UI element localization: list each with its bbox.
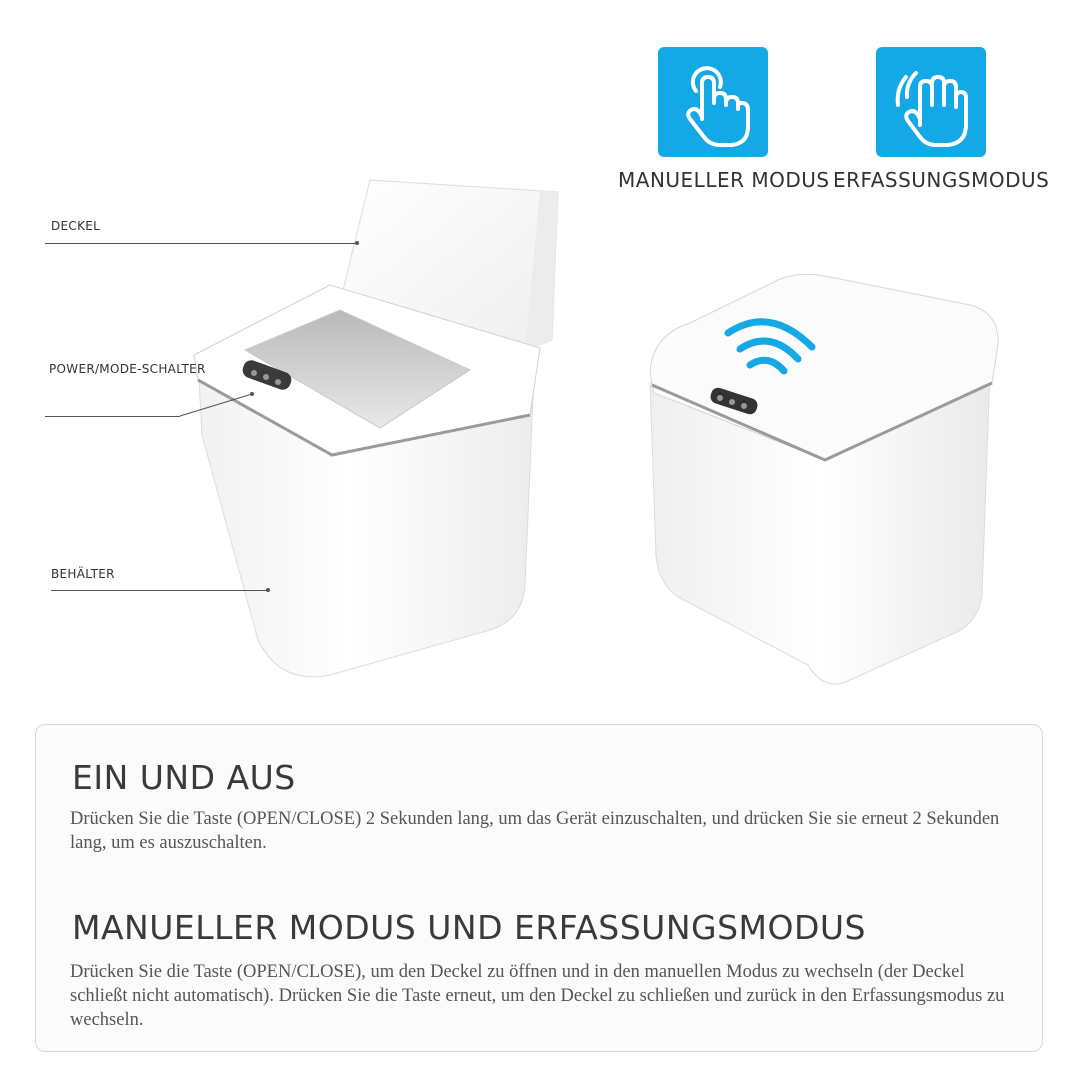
closed-trash-bin-image bbox=[640, 265, 1010, 695]
callout-power-switch-label: POWER/MODE-SCHALTER bbox=[49, 362, 206, 376]
callout-lid-label: DECKEL bbox=[51, 219, 101, 233]
section-text-modes: Drücken Sie die Taste (OPEN/CLOSE), um den Deckel zu öffnen und in den manuellen Modus zu wechseln (der Deckel schließt nicht automatisch). Drücken Sie die Taste erneut, um den Deckel zu schließen und zurück in den Erfassungsmodus zu wechseln. bbox=[70, 962, 1005, 1030]
manual-mode-label: MANUELLER MODUS bbox=[618, 168, 830, 192]
section-heading-on-off: EIN UND AUS bbox=[72, 758, 296, 797]
callout-lid-dot bbox=[355, 241, 359, 245]
detection-mode-label: ERFASSUNGSMODUS bbox=[833, 168, 1050, 192]
callout-container-line bbox=[51, 590, 268, 591]
wave-hand-icon bbox=[876, 47, 986, 157]
callout-lid-line bbox=[45, 243, 357, 244]
touch-hand-icon bbox=[658, 47, 768, 157]
manual-mode-tile bbox=[658, 47, 768, 157]
callout-power-switch-line bbox=[45, 416, 180, 417]
callout-power-switch-leader bbox=[178, 390, 258, 420]
open-trash-bin-image bbox=[180, 170, 580, 710]
callout-container-dot bbox=[266, 588, 270, 592]
detection-mode-tile bbox=[876, 47, 986, 157]
info-panel bbox=[35, 724, 1043, 1052]
section-heading-modes: MANUELLER MODUS UND ERFASSUNGSMODUS bbox=[72, 908, 866, 947]
callout-container-label: BEHÄLTER bbox=[51, 567, 115, 581]
section-text-on-off: Drücken Sie die Taste (OPEN/CLOSE) 2 Sekunden lang, um das Gerät einzuschalten, und drücken Sie sie erneut 2 Sekunden lang, um es auszuschalten. bbox=[70, 809, 1000, 853]
